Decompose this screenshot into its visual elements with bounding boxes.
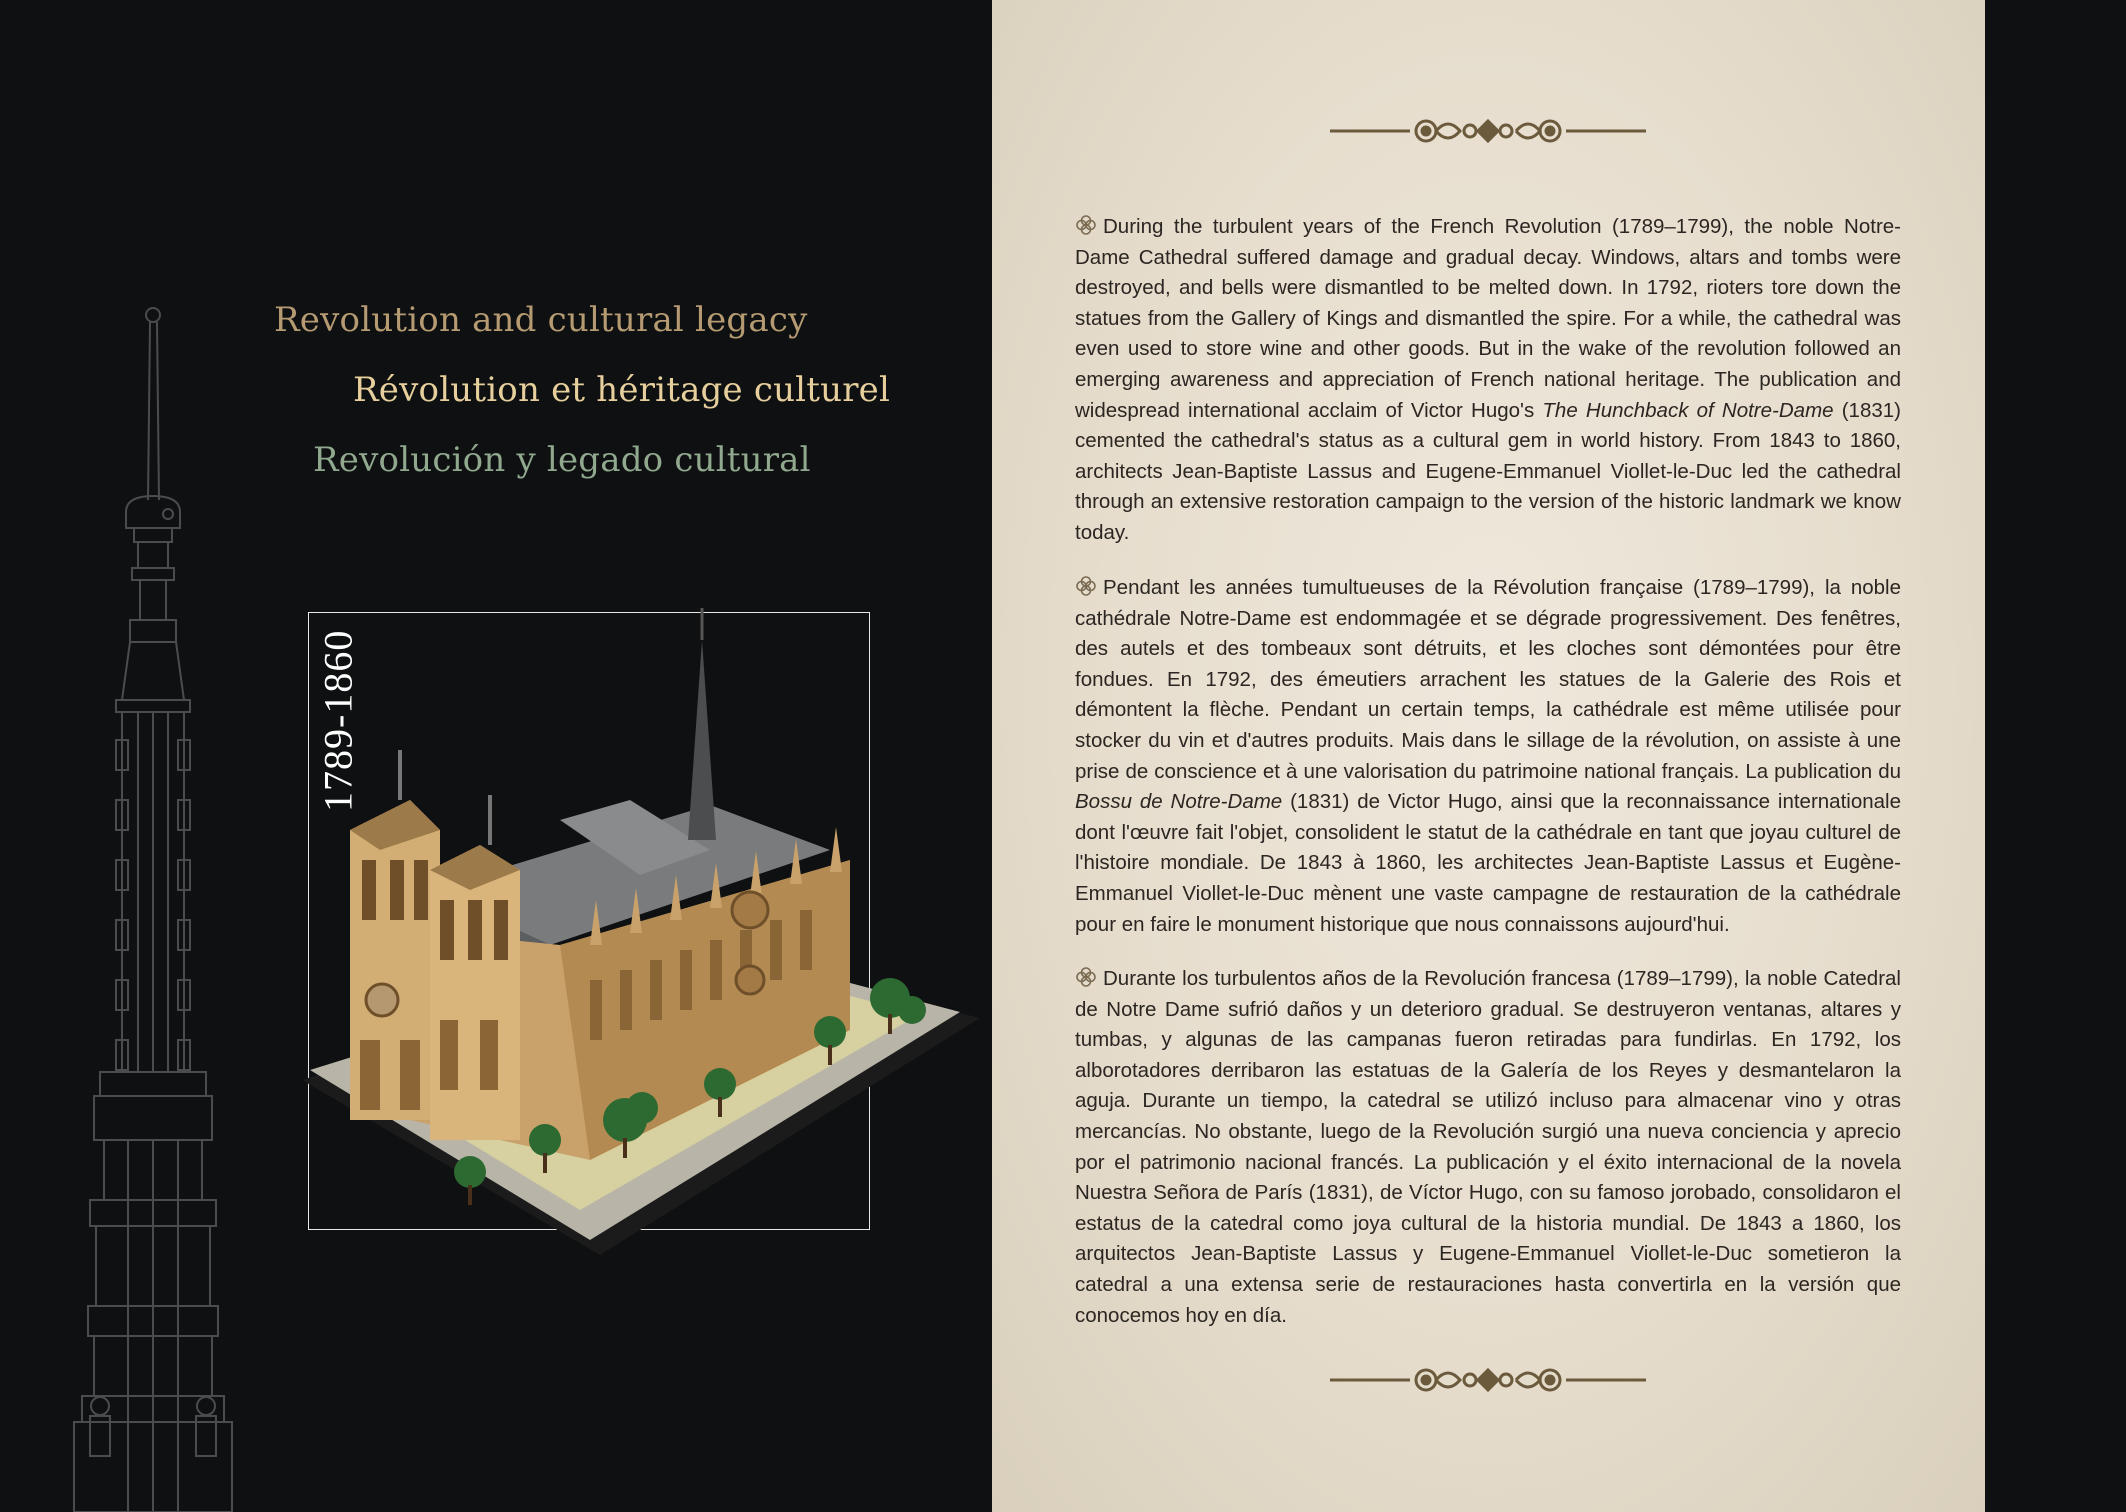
quatrefoil-icon: [1075, 966, 1097, 988]
cathedral-model-image: [290, 600, 990, 1280]
paragraph-english: [1075, 212, 1901, 549]
paragraph-spanish-text: Durante los turbulentos años de la Revolución francesa (1789–1799), la noble Catedral de Notre Dame sufrió daños y un deterioro gradual. Se destruyeron ventanas, altares y tumbas, y algunas de las campanas fueron retiradas para fundirlas. En 1792, los alborotadores derribaron las estatuas de la Galería de los Reyes y desmantelaron la aguja. Durante un tiempo, la catedral se utilizó incluso para almacenar vino y otras mercancías. No obstante, luego de la Revolución surgió una nueva conciencia y aprecio por el patrimonio nacional francés. La publicación y el éxito internacional de la novela Nuestra Señora de París (1831), de Víctor Hugo, con su famoso jorobado, consolidaron el estatus de la catedral como joya cultural de la historia mundial. De 1843 a 1860, los arquitectos Jean-Baptiste Lassus y Eugene-Emmanuel Viollet-le-Duc sometieron la catedral a una extensa serie de restauraciones hasta convertirla en la versión que conocemos hoy en día.: [1075, 967, 1901, 1327]
paragraph-french-text-2: (1831) de Victor Hugo, ainsi que la reconnaissance internationale dont l'œuvre fait l'objet, consolident le statut de la cathédrale en tant que joyau culturel de l'histoire mondiale. De 1843 à 1860, les architectes Jean-Baptiste Lassus et Eugène-Emmanuel Viollet-le-Duc mènent une vaste campagne de restauration de la cathédrale pour en faire le monument historique que nous connaissons aujourd'hui.: [1075, 790, 1901, 936]
paragraph-french-text-1: Pendant les années tumultueuses de la Révolution française (1789–1799), la noble cathédrale Notre-Dame est endommagée et se dégrade progressivement. Des fenêtres, des autels et des tombeaux sont détruits, et les cloches sont démontées pour être fondues. En 1792, des émeutiers arrachent les statues de la Galerie des Rois et démontent la flèche. Pendant un certain temps, la cathédrale est même utilisée pour stocker du vin et d'autres produits. Mais dans le sillage de la révolution, on assiste à une prise de conscience et à une valorisation du patrimoine national français. La publication du: [1075, 576, 1901, 783]
quatrefoil-icon: [1075, 575, 1097, 597]
paragraph-english-title: The Hunchback of Notre-Dame: [1542, 398, 1834, 422]
paragraph-english-text-1: During the turbulent years of the French Revolution (1789–1799), the noble Notre-Dame Cathedral suffered damage and gradual decay. Windows, altars and tombs were destroyed, and bells were dismantled to be melted down. In 1792, rioters tore down the statues from the Gallery of Kings and dismantled the spire. For a while, the cathedral was even used to store wine and other goods. But in the wake of the revolution followed an emerging awareness and appreciation of French national heritage. The publication and widespread international acclaim of Victor Hugo's: [1075, 215, 1901, 422]
paragraph-spanish: [1075, 964, 1901, 1331]
left-panel: [0, 0, 992, 1512]
paragraph-english-text-2: (1831) cemented the cathedral's status as a cultural gem in world history. From 1843 to 1860, architects Jean-Baptiste Lassus and Eugene-Emmanuel Viollet-le-Duc led the cathedral through an extensive restoration campaign to the version of the historic landmark we know today.: [1075, 398, 1901, 544]
date-range-label: 1789-1860: [315, 629, 361, 812]
heading-english: Revolution and cultural legacy: [274, 300, 808, 340]
paragraph-french-title: Bossu de Notre-Dame: [1075, 790, 1283, 814]
scroll-ornament-icon: [1330, 1362, 1646, 1398]
scroll-ornament-icon: [1330, 113, 1646, 149]
heading-french: Révolution et héritage culturel: [353, 370, 891, 410]
heading-spanish: Revolución y legado cultural: [313, 440, 811, 480]
right-margin: [1985, 0, 2126, 1512]
quatrefoil-icon: [1075, 214, 1097, 236]
paragraph-french: [1075, 573, 1901, 940]
spire-outline-illustration: [60, 300, 250, 1512]
